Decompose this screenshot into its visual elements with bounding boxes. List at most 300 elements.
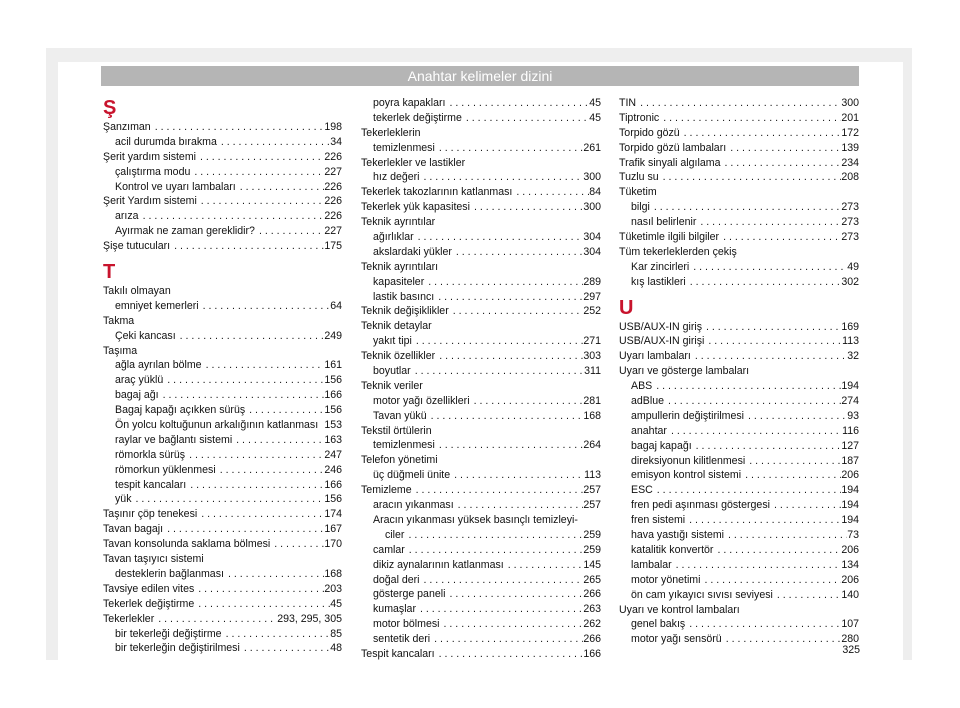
index-entry-page: 134	[841, 558, 859, 571]
index-entry-page: 234	[841, 156, 859, 169]
index-entry-page: 107	[841, 618, 859, 631]
index-entry	[361, 334, 601, 349]
dot-leader	[151, 120, 325, 135]
index-entry	[103, 627, 342, 642]
index-entry	[103, 582, 342, 597]
index-entry	[619, 454, 859, 469]
index-entry	[361, 141, 601, 156]
index-entry-page: 264	[583, 439, 601, 452]
dot-leader	[170, 239, 324, 254]
index-entry-page: 281	[583, 394, 601, 407]
index-entry-term: anahtar	[631, 424, 667, 437]
index-entry	[103, 612, 342, 627]
index-entry-page: 304	[583, 245, 601, 258]
index-entry-page: 34	[330, 135, 342, 148]
index-entry-page: 175	[324, 240, 342, 253]
index-entry-term: Tavan konsolunda saklama bölmesi	[103, 538, 271, 551]
dot-leader	[770, 498, 841, 513]
index-entry-term: fren pedi aşınması göstergesi	[631, 499, 770, 512]
index-entry-term: genel bakış	[631, 618, 686, 631]
index-entry	[361, 275, 601, 290]
index-entry-page: 261	[583, 141, 601, 154]
index-entry	[103, 180, 342, 195]
index-entry	[361, 364, 601, 379]
dot-leader	[454, 498, 584, 513]
index-entry	[103, 597, 342, 612]
dot-leader	[659, 111, 841, 126]
index-entry-page: 266	[583, 633, 601, 646]
dot-leader	[430, 632, 583, 647]
index-entry	[619, 379, 859, 394]
dot-leader	[154, 612, 277, 627]
index-entry-term: ampullerin değiştirilmesi	[631, 409, 745, 422]
index-entry-term: TIN	[619, 97, 637, 109]
dot-leader	[404, 528, 583, 543]
index-entry-page: 153	[324, 419, 342, 432]
index-group-heading: Tekerleklerin	[361, 126, 421, 139]
index-entry	[619, 588, 859, 603]
index-entry	[103, 478, 342, 493]
index-entry	[103, 567, 342, 582]
index-entry-page: 166	[324, 389, 342, 402]
dot-leader	[197, 507, 324, 522]
index-entry-page: 161	[324, 359, 342, 372]
dot-leader	[664, 394, 841, 409]
dot-leader	[686, 275, 842, 290]
index-entry-term: motor yağı özellikleri	[373, 394, 470, 407]
index-entry-term: USB/AUX-IN girişi	[619, 335, 705, 348]
index-entry-page: 227	[324, 165, 342, 178]
index-entry	[103, 403, 342, 418]
index-entry-page: 257	[583, 484, 601, 497]
dot-leader	[741, 468, 841, 483]
index-entry-page: 140	[841, 588, 859, 601]
index-entry-page: 156	[324, 404, 342, 417]
index-entry-page: 227	[324, 225, 342, 238]
index-entry	[361, 409, 601, 424]
index-group-heading: Telefon yönetimi	[361, 454, 438, 467]
index-group-heading: Aracın yıkanması yüksek basınçlı temizleyi-	[373, 513, 578, 526]
index-entry-page: 266	[583, 588, 601, 601]
index-entry-term: ABS	[631, 380, 653, 393]
index-entry-term: hız değeri	[373, 171, 420, 184]
index-entry-page: 247	[324, 448, 342, 461]
index-entry	[361, 543, 601, 558]
index-entry-term: katalitik konvertör	[631, 543, 714, 556]
index-entry	[619, 230, 859, 245]
index-entry	[619, 394, 859, 409]
page-number: 325	[842, 644, 860, 656]
index-group-heading: Teknik ayrıntıları	[361, 260, 439, 273]
index-entry-page: 73	[847, 529, 859, 542]
index-entry-term: ESC	[631, 484, 653, 497]
index-entry	[619, 200, 859, 215]
index-entry	[103, 522, 342, 537]
dot-leader	[445, 587, 583, 602]
dot-leader	[132, 492, 325, 507]
dot-leader	[449, 304, 584, 319]
dot-leader	[270, 537, 324, 552]
index-entry	[619, 96, 859, 111]
index-entry-page: 259	[583, 528, 601, 541]
dot-leader	[440, 617, 584, 632]
index-entry-page: 300	[841, 97, 859, 109]
index-entry-page: 49	[847, 260, 859, 273]
dot-leader	[236, 180, 325, 195]
index-group-heading: Tekerlekler ve lastikler	[361, 156, 466, 169]
index-entry	[361, 617, 601, 632]
index-entry-page: 170	[324, 538, 342, 551]
dot-leader	[691, 349, 847, 364]
index-entry-term: nasıl belirlenir	[631, 216, 697, 229]
index-entry-term: Tekerlek takozlarının katlanması	[361, 186, 513, 199]
dot-leader	[420, 573, 584, 588]
index-entry-page: 265	[583, 573, 601, 586]
index-column-2	[361, 96, 601, 662]
index-entry-term: emniyet kemerleri	[115, 299, 199, 312]
index-entry	[361, 96, 601, 111]
dot-leader	[713, 543, 841, 558]
index-entry-term: camlar	[373, 543, 405, 556]
index-entry	[619, 334, 859, 349]
index-entry-page: 84	[589, 186, 601, 199]
index-entry	[619, 424, 859, 439]
index-entry-page: 166	[324, 478, 342, 491]
index-entry	[361, 304, 601, 319]
index-entry	[103, 388, 342, 403]
dot-leader	[462, 111, 589, 126]
index-group-heading: Tavan taşıyıcı sistemi	[103, 553, 204, 566]
index-entry	[619, 573, 859, 588]
index-entry-page: 145	[583, 558, 601, 571]
index-entry-term: gösterge paneli	[373, 588, 446, 601]
index-entry-term: direksiyonun kilitlenmesi	[631, 454, 746, 467]
dot-leader	[217, 135, 330, 150]
index-entry-page: 226	[324, 150, 342, 163]
index-entry-page: 206	[841, 469, 859, 482]
index-entry-page: 263	[583, 603, 601, 616]
index-entry-page: 93	[847, 409, 859, 422]
index-entry-term: raylar ve bağlantı sistemi	[115, 433, 233, 446]
dot-leader	[411, 364, 584, 379]
index-entry	[103, 492, 342, 507]
index-entry	[361, 468, 601, 483]
dot-leader	[196, 150, 324, 165]
index-entry-page: 194	[841, 380, 859, 393]
index-entry	[619, 409, 859, 424]
index-entry	[361, 245, 601, 260]
index-entry	[619, 320, 859, 335]
dot-leader	[435, 438, 583, 453]
index-entry-page: 116	[842, 424, 859, 437]
index-entry-page: 271	[583, 335, 601, 348]
index-entry-page: 156	[324, 374, 342, 387]
index-entry-page: 249	[324, 329, 342, 342]
index-entry-term: bir tekerleği değiştirme	[115, 627, 222, 640]
index-entry-term: Şerit Yardım sistemi	[103, 195, 197, 208]
index-entry-page: 45	[589, 97, 601, 109]
index-entry	[361, 290, 601, 305]
dot-leader	[197, 194, 325, 209]
dot-leader	[653, 483, 842, 498]
index-entry-page: 303	[583, 350, 601, 363]
index-entry-term: ciler	[385, 528, 405, 541]
index-entry-page: 45	[589, 111, 601, 124]
dot-leader	[680, 126, 842, 141]
dot-leader	[744, 409, 847, 424]
index-group-heading: Teknik ayrıntılar	[361, 216, 436, 229]
index-letter-heading: U	[619, 296, 634, 319]
index-entry-page: 156	[324, 493, 342, 506]
index-entry	[361, 587, 601, 602]
index-entry-term: acil durumda bırakma	[115, 135, 217, 148]
index-entry-page: 300	[583, 171, 601, 184]
index-entry-page: 206	[841, 543, 859, 556]
dot-leader	[435, 349, 583, 364]
index-letter-heading: Ş	[103, 97, 117, 119]
index-entry-term: ön cam yıkayıcı sıvısı seviyesi	[631, 588, 773, 601]
index-entry-term: Tavan yükü	[373, 409, 427, 422]
index-entry-term: tespit kancaları	[115, 478, 187, 491]
index-entry-term: boyutlar	[373, 365, 411, 378]
index-entry-page: 172	[841, 126, 859, 139]
dot-leader	[702, 320, 841, 335]
index-entry-page: 113	[842, 335, 859, 348]
index-entry-term: hava yastığı sistemi	[631, 529, 725, 542]
index-entry-page: 139	[841, 141, 859, 154]
index-entry-page: 280	[841, 633, 859, 646]
index-entry-page: 262	[583, 618, 601, 631]
index-entry-page: 257	[583, 499, 601, 512]
index-entry-term: desteklerin bağlanması	[115, 567, 224, 580]
index-entry	[361, 438, 601, 453]
dot-leader	[435, 141, 583, 156]
index-entry-page: 274	[841, 395, 859, 408]
index-entry-term: Trafik sinyali algılama	[619, 156, 721, 169]
index-entry	[619, 141, 859, 156]
index-entry-page: 163	[324, 433, 342, 446]
index-entry-term: lastik basıncı	[373, 290, 435, 303]
index-entry	[619, 111, 859, 126]
index-entry-page: 166	[583, 647, 601, 660]
index-entry-term: üç düğmeli ünite	[373, 469, 451, 482]
index-entry	[361, 558, 601, 573]
dot-leader	[194, 597, 330, 612]
index-entry-term: ağla ayrılan bölme	[115, 359, 202, 372]
index-group-heading: Tüm tekerleklerden çekiş	[619, 245, 737, 258]
index-entry-page: 201	[841, 111, 859, 124]
dot-leader	[163, 522, 324, 537]
dot-leader	[689, 260, 847, 275]
dot-leader	[724, 528, 847, 543]
index-entry-term: sentetik deri	[373, 633, 431, 646]
index-entry-term: römorkla sürüş	[115, 448, 186, 461]
index-entry-term: Şerit yardım sistemi	[103, 150, 197, 163]
index-entry	[619, 126, 859, 141]
index-entry-term: Torpido gözü	[619, 126, 680, 139]
index-entry	[619, 468, 859, 483]
index-entry-term: akslardaki yükler	[373, 245, 452, 258]
index-entry	[103, 537, 342, 552]
index-entry	[103, 224, 342, 239]
dot-leader	[650, 200, 841, 215]
index-entry	[361, 170, 601, 185]
dot-leader	[159, 388, 325, 403]
index-entry-page: 187	[841, 454, 859, 467]
index-entry-page: 113	[584, 469, 601, 482]
dot-leader	[667, 424, 842, 439]
index-entry	[361, 185, 601, 200]
dot-leader	[186, 478, 324, 493]
index-entry	[103, 165, 342, 180]
index-entry	[619, 439, 859, 454]
index-entry	[103, 150, 342, 165]
index-entry	[103, 641, 342, 656]
index-entry	[361, 632, 601, 647]
index-letter-heading: T	[103, 261, 116, 284]
index-entry-page: 194	[841, 484, 859, 497]
index-entry-term: poyra kapakları	[373, 97, 446, 109]
index-entry-term: adBlue	[631, 395, 664, 408]
index-entry-term: çalıştırma modu	[115, 165, 191, 178]
dot-leader	[512, 185, 589, 200]
index-entry-page: 226	[324, 210, 342, 223]
index-entry-term: Teknik değişiklikler	[361, 305, 449, 318]
index-entry-term: Tüketimle ilgili bilgiler	[619, 231, 720, 244]
index-entry-term: USB/AUX-IN giriş	[619, 320, 702, 333]
index-group-heading: Uyarı ve gösterge lambaları	[619, 365, 750, 378]
index-entry	[361, 349, 601, 364]
index-entry-page: 293, 295, 305	[277, 612, 342, 625]
index-entry-term: kış lastikleri	[631, 275, 686, 288]
index-entry-term: Tiptronic	[619, 111, 660, 124]
dot-leader	[414, 230, 584, 245]
dot-leader	[659, 170, 842, 185]
dot-leader	[245, 403, 324, 418]
index-entry-term: arıza	[115, 210, 139, 223]
dot-leader	[445, 96, 589, 111]
dot-leader	[412, 483, 584, 498]
dot-leader	[672, 558, 842, 573]
dot-leader	[224, 567, 324, 582]
index-entry	[103, 448, 342, 463]
index-entry	[619, 558, 859, 573]
index-entry	[103, 120, 342, 135]
index-entry-term: Tekerlek değiştirme	[103, 597, 195, 610]
dot-leader	[452, 245, 583, 260]
dot-leader	[424, 275, 583, 290]
index-entry	[103, 239, 342, 254]
index-group-heading: Teknik detaylar	[361, 320, 432, 333]
index-entry-term: bagaj kapağı	[631, 439, 692, 452]
dot-leader	[199, 299, 331, 314]
dot-leader	[427, 409, 584, 424]
index-group-heading: Uyarı ve kontrol lambaları	[619, 603, 740, 616]
index-entry-page: 246	[324, 463, 342, 476]
index-entry-term: Ayırmak ne zaman gereklidir?	[115, 225, 255, 238]
index-entry	[619, 170, 859, 185]
index-entry	[619, 349, 859, 364]
index-entry	[103, 299, 342, 314]
index-entry-term: yük	[115, 493, 132, 506]
index-entry-page: 273	[841, 231, 859, 244]
index-entry-term: kumaşlar	[373, 603, 416, 616]
index-entry	[103, 358, 342, 373]
index-column-3	[619, 96, 859, 647]
index-entry-term: kapasiteler	[373, 275, 425, 288]
dot-leader	[720, 156, 841, 171]
index-entry-page: 45	[330, 597, 342, 610]
index-entry-term: Taşınır çöp tenekesi	[103, 508, 198, 521]
page-title: Anahtar kelimeler dizini	[101, 66, 859, 86]
dot-leader	[240, 641, 330, 656]
index-entry-term: lambalar	[631, 558, 672, 571]
dot-leader	[222, 627, 331, 642]
index-entry-page: 302	[841, 275, 859, 288]
index-entry	[361, 602, 601, 617]
index-entry-term: Çeki kancası	[115, 329, 176, 342]
index-entry-term: Uyarı lambaları	[619, 350, 691, 363]
index-entry-page: 194	[841, 499, 859, 512]
index-entry	[103, 433, 342, 448]
dot-leader	[636, 96, 841, 111]
dot-leader	[139, 209, 325, 224]
index-entry-page: 198	[324, 121, 342, 133]
index-entry	[619, 513, 859, 528]
index-entry-term: Tuzlu su	[619, 171, 659, 184]
dot-leader	[185, 448, 324, 463]
index-entry	[103, 209, 342, 224]
index-entry-term: Teknik özellikler	[361, 350, 436, 363]
index-entry-term: römorkun yüklenmesi	[115, 463, 216, 476]
dot-leader	[232, 433, 324, 448]
index-entry	[619, 528, 859, 543]
index-group-heading: Tekstil örtülerin	[361, 424, 432, 437]
index-entry	[619, 260, 859, 275]
index-entry	[361, 573, 601, 588]
index-entry-term: ağırlıklar	[373, 231, 414, 244]
dot-leader	[470, 200, 583, 215]
index-entry	[103, 373, 342, 388]
index-group-heading: Tüketim	[619, 186, 657, 199]
index-entry-term: Kontrol ve uyarı lambaları	[115, 180, 236, 193]
dot-leader	[719, 230, 841, 245]
index-entry-page: 127	[841, 439, 859, 452]
index-entry-page: 203	[324, 582, 342, 595]
index-entry	[619, 543, 859, 558]
dot-leader	[504, 558, 584, 573]
index-entry-page: 300	[583, 201, 601, 214]
dot-leader	[692, 439, 842, 454]
dot-leader	[450, 468, 584, 483]
index-entry-page: 169	[841, 320, 859, 333]
dot-leader	[416, 602, 583, 617]
dot-leader	[255, 224, 324, 239]
index-entry	[361, 483, 601, 498]
index-entry-term: tekerlek değiştirme	[373, 111, 462, 124]
index-entry-term: Torpido gözü lambaları	[619, 141, 727, 154]
index-entry-term: doğal deri	[373, 573, 420, 586]
dot-leader	[194, 582, 324, 597]
index-group-heading: Teknik veriler	[361, 379, 423, 392]
index-entry-page: 167	[324, 523, 342, 536]
index-entry-term: Tespit kancaları	[361, 647, 435, 660]
index-entry-page: 273	[841, 216, 859, 229]
index-entry	[619, 215, 859, 230]
index-entry-page: 206	[841, 573, 859, 586]
dot-leader	[726, 141, 841, 156]
index-entry	[103, 463, 342, 478]
